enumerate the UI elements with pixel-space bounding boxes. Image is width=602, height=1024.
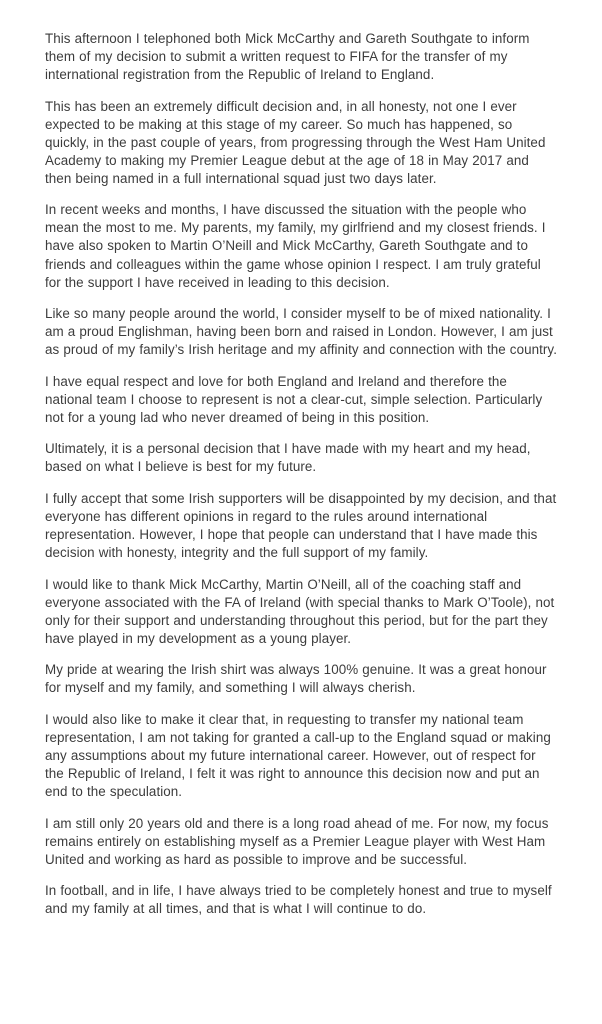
statement-paragraph: I have equal respect and love for both England and Ireland and therefore the national team I choose to represent is not a clear-cut, simple selection. Particularly not for a young lad who never dreamed of being in this position. [45,373,543,425]
statement-paragraph: I am still only 20 years old and there is a long road ahead of me. For now, my focus remains entirely on establishing myself as a Premier League player with West Ham United and working as hard as possible to improve and be successful. [45,815,549,867]
statement-paragraph: In recent weeks and months, I have discussed the situation with the people who mean the most to me. My parents, my family, my girlfriend and my closest friends. I have also spoken to Martin O’Neill and Mick McCarthy, Gareth Southgate and to friends and colleagues within the game whose opinion I respect. I am truly grateful for the support I have received in leading to this decision. [45,202,546,290]
statement-paragraph: This has been an extremely difficult decision and, in all honesty, not one I ever expected to be making at this stage of my career. So much has happened, so quickly, in the past couple of years, from progressing through the West Ham United Academy to making my Premier League debut at the age of 18 in May 2017 and then being named in a full international squad just two days later. [45,98,546,186]
statement-paragraph: In football, and in life, I have always tried to be completely honest and true to myself and my family at all times, and that is what I will continue to do. [45,883,552,917]
statement-paragraph: I would also like to make it clear that, in requesting to transfer my national team representation, I am not taking for granted a call-up to the England squad or making any assumptions about my future international career. However, out of respect for the Republic of Ireland, I felt it was right to announce this decision now and put an end to the speculation. [45,711,551,800]
statement-paragraph: I fully accept that some Irish supporters will be disappointed by my decision, and that everyone has different opinions in regard to the rules around international representation. However, I hope that people can understand that I have made this decision with honesty, integrity and the full support of my family. [45,490,557,561]
statement-paragraph: This afternoon I telephoned both Mick McCarthy and Gareth Southgate to inform them of my decision to submit a written request to FIFA for the transfer of my international registration from the Republic of Ireland to England. [45,31,530,83]
statement-body [45,30,557,918]
statement-paragraph: I would like to thank Mick McCarthy, Martin O’Neill, all of the coaching staff and everyone associated with the FA of Ireland (with special thanks to Mark O’Toole), not only for their support and understanding throughout this period, but for the part they have played in my development as a young player. [45,576,555,646]
statement-paragraph: Ultimately, it is a personal decision that I have made with my heart and my head, based on what I believe is best for my future. [45,441,531,475]
statement-paragraph: My pride at wearing the Irish shirt was always 100% genuine. It was a great honour for myself and my family, and something I will always cherish. [45,662,547,696]
statement-paragraph: Like so many people around the world, I consider myself to be of mixed nationality. I am a proud Englishman, having been born and raised in London. However, I am just as proud of my family’s Irish heritage and my affinity and connection with the country. [45,306,557,358]
